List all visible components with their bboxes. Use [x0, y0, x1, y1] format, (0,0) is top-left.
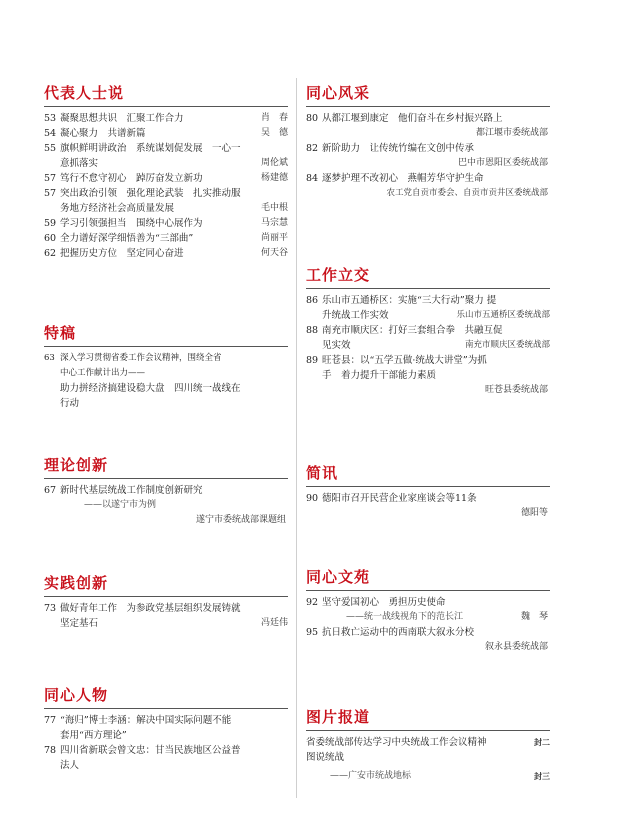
section-rule: [306, 288, 550, 289]
entry-author: 肖 春: [260, 113, 288, 123]
page-number: 84: [306, 173, 319, 184]
entry-title: 旗帜鲜明讲政治 系统谋划促发展 一心一: [60, 143, 241, 154]
section-jianxun: [306, 462, 550, 521]
toc-entry-continued: [44, 616, 288, 631]
section-wenyuan: [306, 566, 550, 655]
toc-entry-continued: [44, 201, 288, 216]
page-number: 80: [306, 113, 319, 124]
page-number: 60: [44, 233, 57, 244]
page-number: 59: [44, 218, 57, 229]
entry-author: 叙永县委统战部: [484, 642, 548, 652]
page-number: 86: [306, 295, 319, 306]
toc-entry[interactable]: [306, 353, 550, 368]
section-rule: [44, 708, 288, 709]
entry-title: 乐山市五通桥区：实施“三大行动”聚力 提: [322, 295, 497, 306]
entry-title-cont: 务地方经济社会高质量发展: [60, 203, 175, 214]
entry-title: 凝聚思想共识 汇聚工作合力: [60, 113, 184, 124]
toc-entry[interactable]: [306, 111, 550, 126]
entry-author: 何天谷: [260, 248, 288, 258]
toc-entry[interactable]: [306, 323, 550, 338]
entry-title: 坚守爱国初心 勇担历史使命: [322, 597, 446, 608]
section-title: 理论创新: [44, 456, 109, 474]
toc-entry-continued: [44, 156, 288, 171]
entry-author: 巴中市恩阳区委统战部: [457, 158, 548, 168]
page-number: 55: [44, 143, 57, 154]
entry-title-cont: 手 着力提升干部能力素质: [322, 370, 437, 381]
entry-author: 吴 德: [260, 128, 288, 138]
entry-subtitle: [306, 769, 550, 784]
page-number: 82: [306, 143, 319, 154]
entry-title-cont: 意抓落实: [60, 158, 99, 169]
section-shijian: [44, 572, 288, 631]
section-daibiao: [44, 82, 288, 261]
page-mark: 封二: [534, 738, 550, 747]
page-number: 78: [44, 745, 57, 756]
section-title: 工作立交: [306, 266, 371, 284]
entry-title: 学习引领强担当 围绕中心展作为: [60, 218, 203, 229]
page-number: 67: [44, 485, 57, 496]
entry-author: 尚丽平: [260, 233, 288, 243]
toc-entry[interactable]: [306, 595, 550, 610]
toc-entry[interactable]: [44, 351, 288, 366]
entry-title-cont: 坚定基石: [60, 618, 99, 629]
entry-title-cont: 法人: [60, 760, 80, 771]
page-number: 57: [44, 173, 57, 184]
entry-title: 逐梦护理不改初心 燕帽芳华守护生命: [322, 173, 484, 184]
entry-title: 凝心聚力 共谱新篇: [60, 128, 146, 139]
section-gongzuo: [306, 264, 550, 398]
entry-title-cont: 行动: [60, 398, 80, 409]
toc-entry[interactable]: [44, 601, 288, 616]
section-title: 同心文苑: [306, 568, 371, 586]
entry-author: 乐山市五通桥区委统战部: [456, 310, 550, 320]
entry-title: 新时代基层统战工作制度创新研究: [60, 485, 203, 496]
toc-entry-continued: [44, 396, 288, 411]
toc-entry[interactable]: [44, 483, 288, 498]
section-rule: [306, 730, 550, 731]
entry-title: 全力谱好深学细悟善为“三部曲”: [60, 233, 194, 244]
entry-author: 德阳等: [520, 508, 548, 518]
toc-entry[interactable]: [44, 743, 288, 758]
section-tupian: [306, 706, 550, 784]
toc-entry-continued: [44, 728, 288, 743]
entry-title: 笃行不怠守初心 踔厉奋发立新功: [60, 173, 203, 184]
section-rule: [306, 590, 550, 591]
section-title: 代表人士说: [44, 84, 125, 102]
toc-entry[interactable]: [44, 186, 288, 201]
section-title: 图片报道: [306, 708, 371, 726]
toc-entry[interactable]: [306, 171, 550, 186]
entry-author: 遂宁市委统战部课题组: [195, 515, 286, 525]
column-divider: [296, 78, 297, 798]
entry-title: 抗日救亡运动中的西南联大叙永分校: [322, 627, 475, 638]
section-title: 特稿: [44, 324, 77, 342]
entry-title-cont: 见实效: [322, 340, 351, 351]
toc-entry[interactable]: [44, 141, 288, 156]
toc-entry[interactable]: [44, 713, 288, 728]
toc-entry[interactable]: [44, 111, 288, 126]
section-rule: [306, 486, 550, 487]
entry-title-cont: 中心工作献计出力——: [60, 368, 146, 378]
page-number: 62: [44, 248, 57, 259]
section-tegao: [44, 322, 288, 411]
page-number: 63: [44, 353, 55, 363]
toc-entry[interactable]: [44, 126, 288, 141]
section-title: 同心风采: [306, 84, 371, 102]
toc-entry-continued: [44, 381, 288, 396]
page-number: 73: [44, 603, 57, 614]
section-fengcai: [306, 82, 550, 201]
entry-subtitle: [306, 610, 550, 625]
toc-entry[interactable]: [44, 231, 288, 246]
section-title: 实践创新: [44, 574, 109, 592]
toc-entry[interactable]: [306, 293, 550, 308]
entry-title: 图说统战: [306, 752, 345, 763]
entry-title: 把握历史方位 坚定同心奋进: [60, 248, 184, 259]
entry-author: 冯廷伟: [260, 618, 288, 628]
entry-title-cont: 升统战工作实效: [322, 310, 389, 321]
page-number: 90: [306, 493, 319, 504]
page-number: 77: [44, 715, 57, 726]
entry-author: 马宗慧: [260, 218, 288, 228]
entry-author: 旺苍县委统战部: [484, 385, 548, 395]
entry-title: 突出政治引领 强化理论武装 扎实推动服: [60, 188, 241, 199]
toc-entry[interactable]: [44, 216, 288, 231]
toc-entry[interactable]: [306, 491, 550, 506]
entry-subtitle: ——以遂宁市为例: [84, 500, 157, 510]
toc-entry[interactable]: [306, 735, 550, 750]
entry-title: 深入学习贯彻省委工作会议精神，围绕全省: [60, 353, 222, 363]
entry-title: “海归”博士李涵：解决中国实际问题不能: [60, 715, 232, 726]
entry-subtitle-text: ——广安市统战地标: [330, 771, 412, 781]
section-rule: [44, 596, 288, 597]
entry-title-cont: 套用“西方理论”: [60, 730, 127, 741]
entry-author: 毛中根: [260, 203, 288, 213]
toc-entry-continued: [306, 338, 550, 353]
entry-title-cont: 助力拼经济搞建设稳大盘 四川统一战线在: [60, 383, 241, 394]
toc-entry-continued: [44, 758, 288, 773]
section-rule: [306, 106, 550, 107]
toc-entry[interactable]: [306, 141, 550, 156]
entry-title: 做好青年工作 为参政党基层组织发展铸就: [60, 603, 241, 614]
section-rule: [44, 346, 288, 347]
entry-author: 都江堰市委统战部: [475, 128, 548, 138]
page-mark: 封三: [534, 772, 550, 781]
entry-title: 省委统战部传达学习中央统战工作会议精神: [306, 737, 487, 748]
section-title: 同心人物: [44, 686, 109, 704]
toc-entry[interactable]: [44, 171, 288, 186]
entry-title: 新阶助力 让传统竹编在文创中传承: [322, 143, 475, 154]
section-rule: [44, 478, 288, 479]
page-number: 53: [44, 113, 57, 124]
toc-entry[interactable]: [306, 750, 550, 765]
page-number: 92: [306, 597, 319, 608]
toc-entry-continued: [306, 308, 550, 323]
entry-author: 农工党自贡市委会、自贡市贡井区委统战部: [386, 188, 548, 198]
page-number: 89: [306, 355, 319, 366]
page-number: 54: [44, 128, 57, 139]
page-number: 57: [44, 188, 57, 199]
toc-entry[interactable]: [44, 246, 288, 261]
entry-title: 从都江堰到康定 他们奋斗在乡村振兴路上: [322, 113, 503, 124]
entry-author: 周伦斌: [260, 158, 288, 168]
page-number: 88: [306, 325, 319, 336]
page-number: 95: [306, 627, 319, 638]
entry-author: 南充市顺庆区委统战部: [464, 340, 550, 350]
entry-title: 旺苍县：以“五学五做·统战大讲堂”为抓: [322, 355, 487, 366]
entry-title: 德阳市召开民营企业家座谈会等11条: [322, 493, 477, 504]
entry-author: 魏 琴: [520, 612, 548, 622]
toc-entry-continued: [306, 368, 550, 383]
section-title: 简讯: [306, 464, 339, 482]
entry-author: 杨建德: [260, 173, 288, 183]
section-lilun: [44, 454, 288, 528]
entry-title: 四川省新联会曾文忠：甘当民族地区公益普: [60, 745, 241, 756]
toc-entry-continued: [44, 366, 288, 381]
entry-subtitle-text: ——统一战线视角下的范长江: [346, 612, 464, 622]
section-rule: [44, 106, 288, 107]
entry-title: 南充市顺庆区：打好三套组合拳 共融互促: [322, 325, 503, 336]
toc-entry[interactable]: [306, 625, 550, 640]
section-renwu: [44, 684, 288, 773]
